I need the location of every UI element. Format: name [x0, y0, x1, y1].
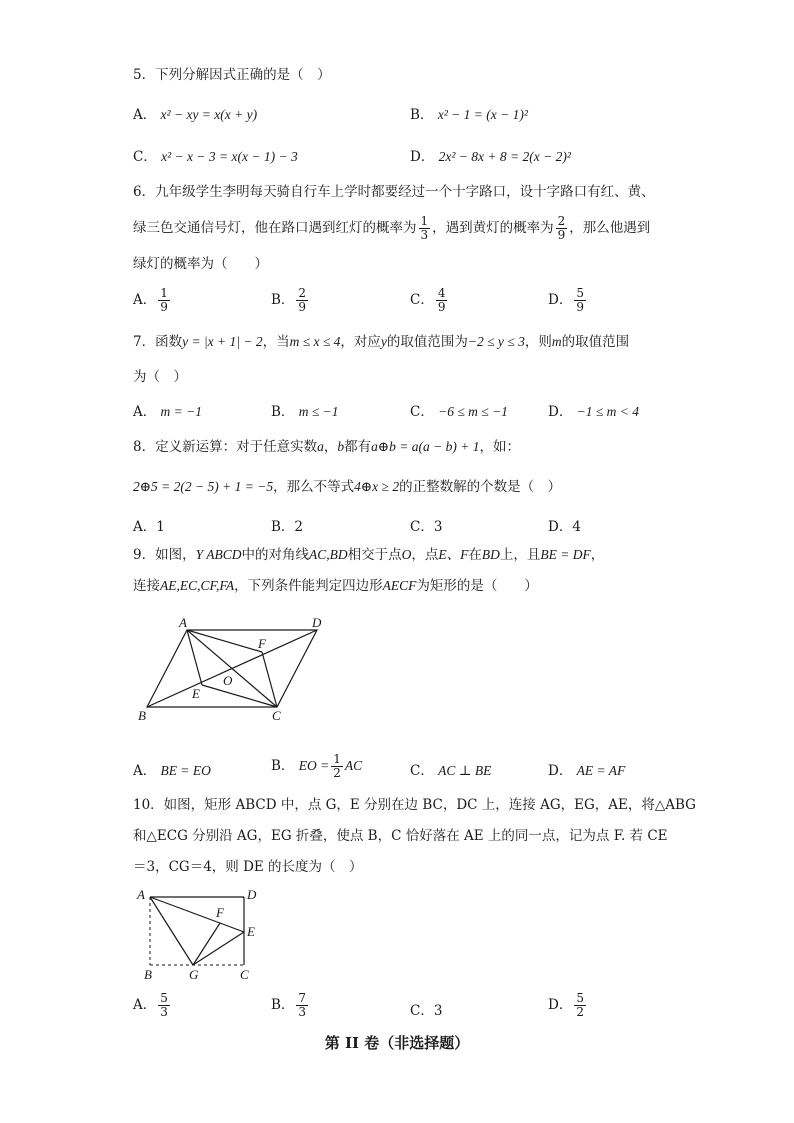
q7-option-c[interactable]: C． −6 ≤ m ≤ −1: [410, 404, 508, 420]
q10-label-f: F: [216, 905, 224, 920]
q5-option-a[interactable]: A． x² − xy = x(x + y): [133, 107, 258, 123]
q6-option-a[interactable]: A． $\frac{1}{9}$: [133, 286, 168, 314]
q10-label-d: D: [247, 887, 257, 902]
q10-option-c[interactable]: C．3: [410, 1003, 443, 1019]
q5-option-c[interactable]: C． x² − x − 3 = x(x − 1) − 3: [133, 149, 298, 165]
q8-line2: 2⊕5 = 2(2 − 5) + 1 = −5，那么不等式4⊕x ≥ 2的正整数解的个数是（ ）: [133, 479, 562, 495]
q10-rectangle-diagram: [135, 885, 265, 985]
q10-line1: 10．如图，矩形 ABCD 中，点 G，E 分别在边 BC，DC 上，连接 AG，EG，AE，将△ABG: [133, 797, 696, 813]
q7-line2: 为（ ）: [133, 369, 187, 385]
q10-line2: 和△ECG 分别沿 AG，EG 折叠，使点 B，C 恰好落在 AE 上的同一点，记为点 F. 若 CE: [133, 828, 668, 844]
q10-option-b[interactable]: B． $\frac{7}{3}$: [271, 991, 307, 1019]
q9-label-o: O: [223, 673, 233, 688]
q9-option-a[interactable]: A． BE = EO: [133, 763, 211, 779]
q9-diagonal-bd: [147, 630, 317, 707]
q5-option-d[interactable]: D． 2x² − 8x + 8 = 2(x − 2)²: [410, 149, 571, 165]
q9-label-d: D: [312, 615, 322, 630]
q6-line1: 6．九年级学生李明每天骑自行车上学时都要经过一个十字路口，设十字路口有红、黄、: [133, 184, 655, 200]
section-title: 第 II 卷（非选择题）: [324, 1034, 470, 1052]
q9-label-e: E: [192, 686, 200, 701]
q9-segment-ae: [187, 630, 202, 685]
q10-option-a[interactable]: A． $\frac{5}{3}$: [133, 991, 168, 1019]
q10-segment-ge: [193, 932, 244, 965]
q6-option-b[interactable]: B． $\frac{2}{9}$: [271, 286, 307, 314]
q10-label-b: B: [144, 967, 152, 982]
q5-option-b[interactable]: B． x² − 1 = (x − 1)²: [410, 107, 528, 123]
q8-option-c[interactable]: C．3: [410, 519, 443, 535]
q6-line2: 绿三色交通信号灯，他在路口遇到红灯的概率为 $\frac{1}{3}$ ，遇到黄灯的概率为 $\frac{2}{9}$ ，那么他遇到: [133, 214, 651, 242]
q9-option-d[interactable]: D． AE = AF: [548, 763, 626, 779]
q7-option-b[interactable]: B． m ≤ −1: [271, 404, 339, 420]
q10-label-g: G: [189, 967, 199, 982]
q9-segment-ec: [202, 685, 277, 707]
q8-option-a[interactable]: A．1: [133, 519, 165, 535]
q7-option-a[interactable]: A． m = −1: [133, 404, 203, 420]
q10-label-e: E: [247, 924, 255, 939]
q9-label-f: F: [258, 636, 266, 651]
q9-label-c: C: [272, 708, 281, 723]
q10-line3: ＝3，CG＝4，则 DE 的长度为（ ）: [133, 859, 363, 875]
q5-stem: 5．下列分解因式正确的是（ ）: [133, 67, 331, 83]
q8-option-d[interactable]: D．4: [548, 519, 581, 535]
q10-segment-ag: [150, 897, 193, 965]
q6-line3: 绿灯的概率为（ ）: [133, 256, 268, 272]
q8-option-b[interactable]: B．2: [271, 519, 304, 535]
q6-option-d[interactable]: D． $\frac{5}{9}$: [548, 286, 584, 314]
q9-segment-cf: [262, 652, 277, 707]
q9-line2: 连接AE,EC,CF,FA，下列条件能判定四边形AECF为矩形的是（ ）: [133, 578, 538, 594]
q9-option-c[interactable]: C． AC ⊥ BE: [410, 763, 492, 779]
q7-line1: 7．函数y = |x + 1| − 2，当m ≤ x ≤ 4，对应y的取值范围为−2 ≤ y ≤ 3，则m的取值范围: [133, 334, 630, 350]
q7-option-d[interactable]: D． −1 ≤ m < 4: [548, 404, 640, 420]
q9-parallelogram-diagram: [130, 612, 340, 727]
q6-option-c[interactable]: C． $\frac{4}{9}$: [410, 286, 446, 314]
q9-line1: 9．如图，Y ABCD中的对角线AC,BD相交于点O，点E、F在BD上，且BE = DF，: [133, 547, 605, 563]
q8-line1: 8．定义新运算：对于任意实数a，b都有a⊕b = a(a − b) + 1，如：: [133, 439, 520, 455]
q10-label-c: C: [240, 967, 249, 982]
q9-label-a: A: [179, 615, 187, 630]
q10-segment-gf: [193, 923, 220, 965]
q9-option-b[interactable]: B． EO = $\frac{1}{2}$ AC: [271, 752, 363, 780]
q10-option-d[interactable]: D． $\frac{5}{2}$: [548, 991, 584, 1019]
q10-label-a: A: [137, 887, 145, 902]
q9-segment-fa: [187, 630, 262, 652]
q10-segment-ae: [150, 897, 244, 932]
q9-label-b: B: [138, 708, 146, 723]
